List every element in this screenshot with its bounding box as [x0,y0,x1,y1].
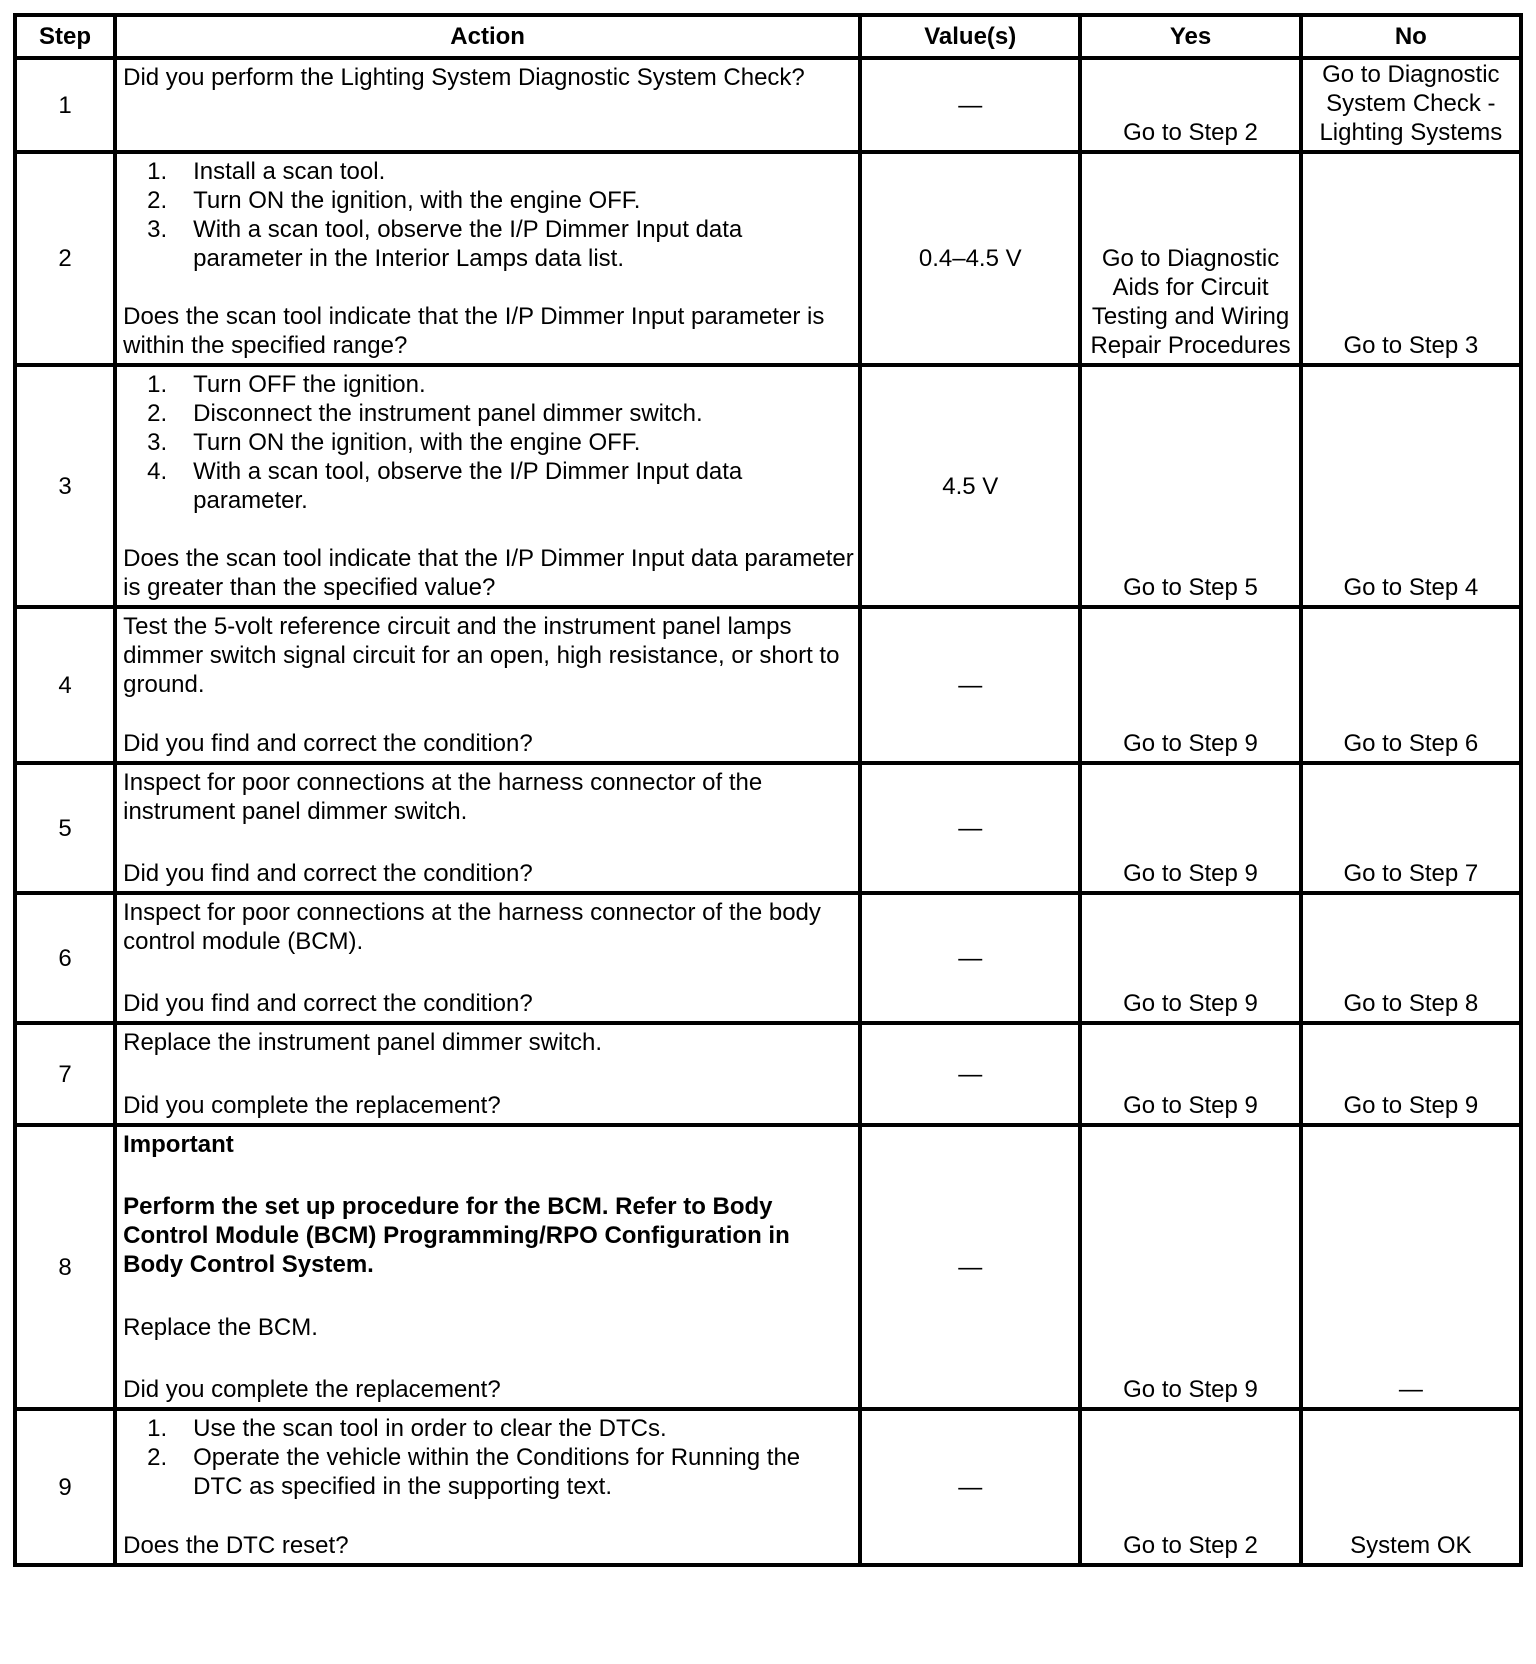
action-text: Replace the instrument panel dimmer switch. [123,1029,602,1056]
action-cell [115,365,860,607]
action-cell [115,1409,860,1565]
substep-list [123,1414,854,1501]
table-row [15,893,1521,1023]
action-text: Did you perform the Lighting System Diagnostic System Check? [123,64,805,91]
header-no: No [1301,15,1521,58]
value-cell: 4.5 V [860,365,1080,607]
action-question: Does the scan tool indicate that the I/P Dimmer Input parameter is within the specified range? [123,303,825,359]
action-text: Test the 5-volt reference circuit and the instrument panel lamps dimmer switch signal circuit for an open, high resistance, or short to ground. [123,613,840,698]
table-row [15,1409,1521,1565]
action-text: Inspect for poor connections at the harness connector of the body control module (BCM). [123,899,821,955]
step-number: 8 [15,1125,115,1409]
table-row [15,58,1521,152]
yes-link[interactable]: Go to Step 9 [1080,1125,1300,1409]
substep-item: 1. Turn OFF the ignition. [147,371,426,398]
header-row [15,15,1521,58]
yes-link[interactable]: Go to Step 9 [1080,1023,1300,1125]
table-row [15,365,1521,607]
yes-link[interactable]: Go to Diagnostic Aids for Circuit Testing and Wiring Repair Procedures [1080,152,1300,365]
no-link[interactable]: Go to Step 9 [1301,1023,1521,1125]
action-cell [115,152,860,365]
substep-list [123,370,854,515]
no-link[interactable]: Go to Step 8 [1301,893,1521,1023]
table-row [15,1023,1521,1125]
value-cell: — [860,893,1080,1023]
no-value: System OK [1301,1409,1521,1565]
value-cell: 0.4–4.5 V [860,152,1080,365]
value-cell: — [860,763,1080,893]
action-question: Did you complete the replacement? [123,1375,501,1403]
step-number: 5 [15,763,115,893]
action-cell [115,893,860,1023]
value-cell: — [860,58,1080,152]
yes-link[interactable]: Go to Step 9 [1080,607,1300,763]
no-link[interactable]: Go to Step 4 [1301,365,1521,607]
substep-list [123,157,854,273]
substep-item: 4. With a scan tool, observe the I/P Dimmer Input data parameter. [147,458,743,514]
yes-link[interactable]: Go to Step 2 [1080,58,1300,152]
action-question: Does the scan tool indicate that the I/P Dimmer Input data parameter is greater than the specified value? [123,545,854,601]
no-link[interactable]: Go to Step 6 [1301,607,1521,763]
action-text: Inspect for poor connections at the harness connector of the instrument panel dimmer switch. [123,769,763,825]
action-cell [115,1125,860,1409]
action-question: Did you find and correct the condition? [123,990,533,1017]
diagnostic-table [13,13,1523,1567]
substep-item: 3. With a scan tool, observe the I/P Dimmer Input data parameter in the Interior Lamps data list. [147,216,743,272]
header-step: Step [15,15,115,58]
value-cell: — [860,1125,1080,1409]
action-cell [115,607,860,763]
action-question: Does the DTC reset? [123,1532,349,1559]
substep-item: 2. Disconnect the instrument panel dimmer switch. [147,400,703,427]
table-row [15,607,1521,763]
important-text: Perform the set up procedure for the BCM. Refer to Body Control Module (BCM) Programming/RPO Configuration in Body Control System. [123,1193,790,1279]
step-number: 6 [15,893,115,1023]
action-cell [115,763,860,893]
header-value: Value(s) [860,15,1080,58]
step-number: 7 [15,1023,115,1125]
value-cell: — [860,607,1080,763]
action-cell [115,1023,860,1125]
step-number: 3 [15,365,115,607]
important-label: Important [123,1131,234,1158]
substep-item: 1. Install a scan tool. [147,158,386,185]
substep-item: 3. Turn ON the ignition, with the engine OFF. [147,429,641,456]
substep-item: 2. Turn ON the ignition, with the engine OFF. [147,187,641,214]
table-row [15,1125,1521,1409]
step-number: 9 [15,1409,115,1565]
no-link[interactable]: Go to Step 3 [1301,152,1521,365]
yes-link[interactable]: Go to Step 5 [1080,365,1300,607]
yes-link[interactable]: Go to Step 9 [1080,893,1300,1023]
action-question: Did you find and correct the condition? [123,860,533,887]
value-cell: — [860,1023,1080,1125]
header-action: Action [115,15,860,58]
no-link[interactable]: Go to Diagnostic System Check - Lighting Systems [1301,58,1521,152]
value-cell: — [860,1409,1080,1565]
table-row [15,763,1521,893]
yes-link[interactable]: Go to Step 9 [1080,763,1300,893]
header-yes: Yes [1080,15,1300,58]
no-link[interactable]: Go to Step 7 [1301,763,1521,893]
action-text: Replace the BCM. [123,1313,318,1341]
substep-item: 1. Use the scan tool in order to clear the DTCs. [147,1415,667,1442]
action-question: Did you complete the replacement? [123,1092,501,1119]
step-number: 4 [15,607,115,763]
table-row [15,152,1521,365]
yes-link[interactable]: Go to Step 2 [1080,1409,1300,1565]
step-number: 1 [15,58,115,152]
substep-item: 2. Operate the vehicle within the Conditions for Running the DTC as specified in the supporting text. [147,1444,801,1500]
no-value: — [1301,1125,1521,1409]
action-question: Did you find and correct the condition? [123,730,533,757]
step-number: 2 [15,152,115,365]
action-cell [115,58,860,152]
diagnostic-table-page [13,13,1523,1567]
